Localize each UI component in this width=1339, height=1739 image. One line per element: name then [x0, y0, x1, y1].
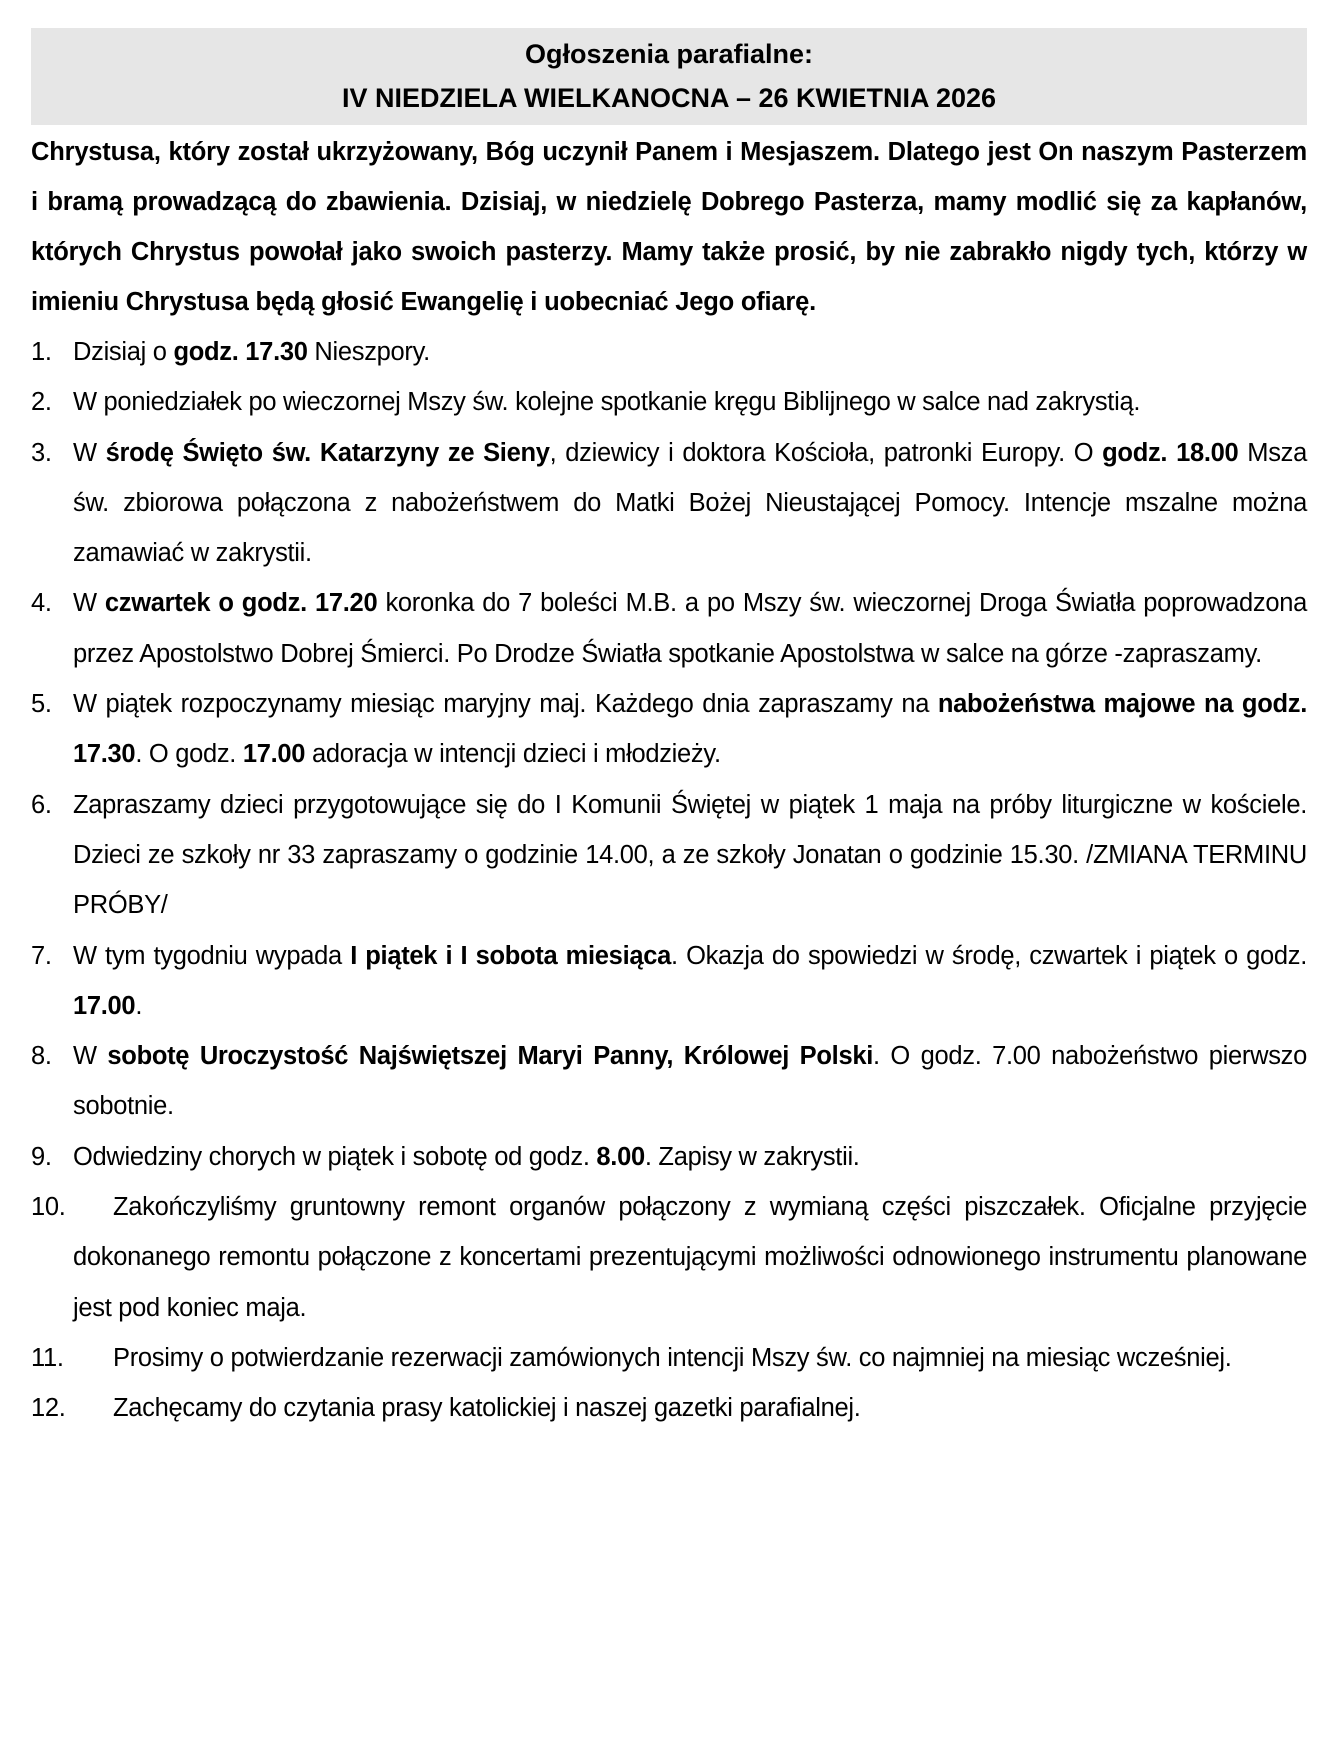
list-item-text: Prosimy o potwierdzanie rezerwacji zamówionych intencji Mszy św. co najmniej na miesiąc wcześniej.	[113, 1343, 1232, 1372]
list-item-bold-text: czwartek o godz. 17.20	[104, 589, 378, 618]
page-subtitle: IV NIEDZIELA WIELKANOCNA – 26 KWIETNIA 2026	[341, 83, 997, 113]
list-item-number: 5.	[31, 690, 52, 719]
list-item-number: 10.	[31, 1193, 66, 1222]
list-item-text: , dziewicy i doktora Kościoła, patronki Europy. O	[549, 438, 1103, 467]
list-item-text: Odwiedziny chorych w piątek i sobotę od godz.	[73, 1142, 597, 1171]
list-item	[31, 931, 1307, 1032]
announcements-list	[31, 327, 1307, 1434]
list-item-bold-text: 17.00	[73, 991, 136, 1020]
list-item-text: . Zapisy w zakrystii.	[644, 1142, 860, 1171]
list-item-text: Zachęcamy do czytania prasy katolickiej i naszej gazetki parafialnej.	[113, 1394, 861, 1423]
list-item	[31, 1031, 1307, 1132]
list-item-text: W tym tygodniu wypada	[73, 941, 351, 970]
list-item-number: 4.	[31, 589, 52, 618]
list-item-text: W	[73, 589, 105, 618]
list-item	[31, 1333, 1307, 1383]
list-item-text: koronka do 7 boleści M.B. a po Mszy św. wieczornej Droga Światła poprowadzona przez Apostolstwo Dobrej Śmierci. Po Drodze Światła spotkanie Apostolstwa w salce na górze -zapraszamy.	[73, 589, 1307, 668]
list-item-text: Zapraszamy dzieci przygotowujące się do I Komunii Świętej w piątek 1 maja na próby liturgiczne w kościele. Dzieci ze szkoły nr 33 zapraszamy o godzinie 14.00, a ze szkoły Jonatan o godzinie 15.30. /ZMIANA TERMINU PRÓBY/	[73, 790, 1307, 920]
list-item-text: . O godz.	[135, 740, 243, 769]
list-item-text: W	[73, 1042, 108, 1071]
list-item-number: 7.	[31, 941, 52, 970]
list-item-text: . O godz. 7.00 nabożeństwo pierwszo sobotnie.	[73, 1042, 1307, 1121]
list-item-text: W piątek rozpoczynamy miesiąc maryjny maj. Każdego dnia zapraszamy na	[73, 690, 938, 719]
intro-paragraph: Chrystusa, który został ukrzyżowany, Bóg uczynił Panem i Mesjaszem. Dlatego jest On naszym Pasterzem i bramą prowadzącą do zbawienia. Dzisiaj, w niedzielę Dobrego Pasterza, mamy modlić się za kapłanów, których Chrystus powołał jako swoich pasterzy. Mamy także prosić, by nie zabrakło nigdy tych, którzy w imieniu Chrystusa będą głosić Ewangelię i uobecniać Jego ofiarę.	[31, 138, 1307, 316]
list-item-text: Msza św. zbiorowa połączona z nabożeństwem do Matki Bożej Nieustającej Pomocy. Intencje mszalne można zamawiać w zakrystii.	[73, 438, 1307, 568]
list-item-text: . Okazja do spowiedzi w środę, czwartek i piątek o godz.	[671, 941, 1307, 970]
list-item-bold-text: środę Święto św. Katarzyny ze Sieny	[105, 438, 550, 467]
list-item-bold-text: I piątek i I sobota miesiąca	[350, 941, 671, 970]
list-item-number: 1.	[31, 338, 52, 366]
list-item	[31, 377, 1307, 427]
list-item-text: Zakończyliśmy gruntowny remont organów połączony z wymianą części piszczałek. Oficjalne przyjęcie dokonanego remontu połączone z koncertami prezentującymi możliwości odnowionego instrumentu planowane jest pod koniec maja.	[73, 1193, 1307, 1322]
list-item-bold-text: nabożeństwa majowe na godz. 17.30	[73, 690, 1307, 769]
list-item-text: adoracja w intencji dzieci i młodzieży.	[305, 740, 721, 769]
list-item-text: W poniedziałek po wieczornej Mszy św. kolejne spotkanie kręgu Biblijnego w salce nad zakrystią.	[73, 388, 1141, 417]
list-item	[31, 780, 1307, 931]
list-item-number: 11.	[31, 1343, 64, 1372]
announcements-page	[31, 28, 1307, 1434]
list-item-bold-text: godz. 18.00	[1102, 438, 1239, 467]
list-item-number: 2.	[31, 388, 52, 417]
list-item	[31, 1132, 1307, 1182]
list-item-bold-text: 8.00	[596, 1142, 645, 1171]
list-item-text: W	[73, 438, 106, 467]
list-item-text: Nieszpory.	[307, 338, 430, 366]
header-box	[31, 28, 1307, 125]
list-item	[31, 327, 1307, 377]
list-item-number: 6.	[31, 790, 52, 819]
list-item	[31, 1383, 1307, 1433]
list-item	[31, 1182, 1307, 1333]
list-item-number: 12.	[31, 1394, 66, 1423]
list-item-bold-text: 17.00	[242, 740, 306, 769]
list-item-text: .	[135, 991, 143, 1020]
list-item-bold-text: sobotę Uroczystość Najświętszej Maryi Panny, Królowej Polski	[107, 1042, 874, 1071]
list-item-number: 8.	[31, 1042, 52, 1071]
list-item-number: 9.	[31, 1142, 52, 1171]
list-item-bold-text: godz. 17.30	[173, 338, 308, 366]
list-item	[31, 428, 1307, 579]
list-item-text: Dzisiaj o	[73, 338, 174, 366]
list-item	[31, 679, 1307, 780]
page-title: Ogłoszenia parafialne:	[524, 39, 814, 69]
list-item-number: 3.	[31, 438, 52, 467]
list-item	[31, 578, 1307, 679]
